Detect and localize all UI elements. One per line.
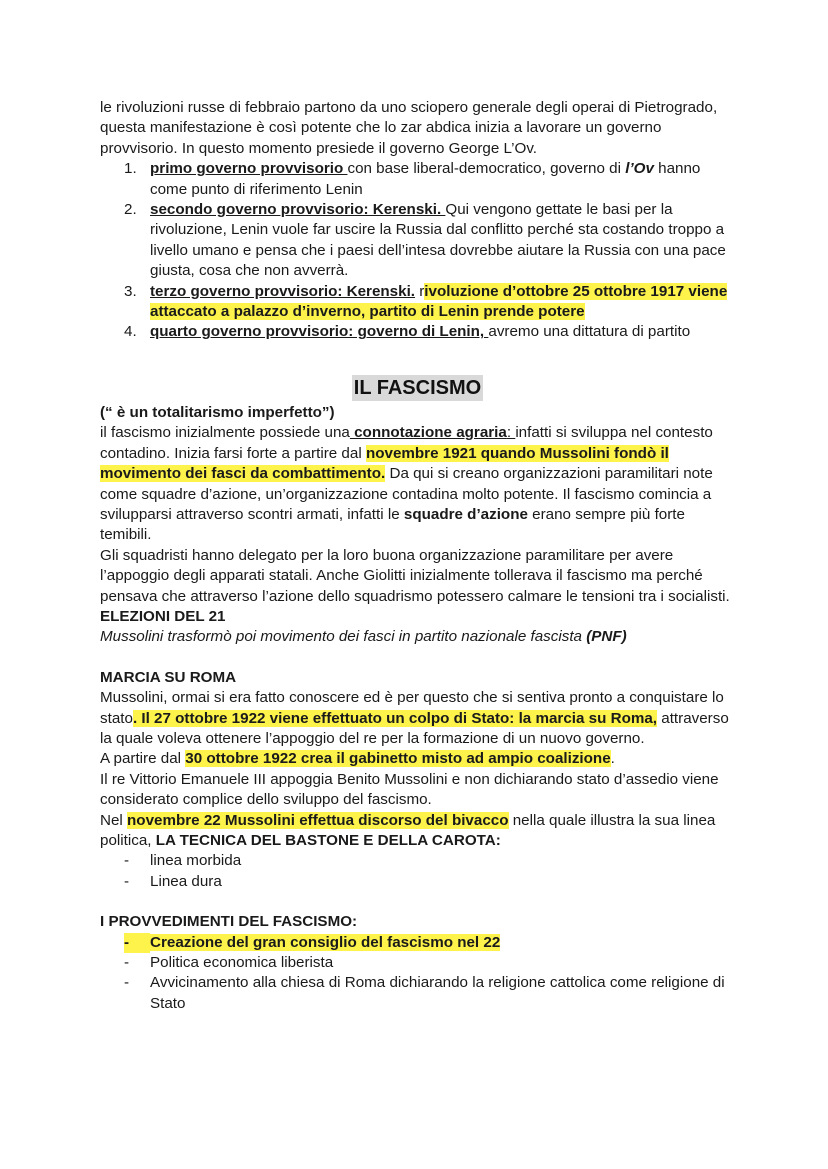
list-item [100, 933, 735, 953]
section-title-wrap [100, 375, 735, 401]
highlighted-text: novembre 1921 quando Mussolini fondò il movimento dei fasci da combattimento. [100, 444, 669, 483]
subtitle [100, 403, 735, 423]
dash-bullet: - [124, 852, 130, 870]
list-item-text: Linea dura [150, 872, 222, 890]
text-run: il fascismo inizialmente possiede una [100, 424, 350, 442]
highlighted-text: . Il 27 ottobre 1922 viene effettuato un colpo di Stato: la marcia su Roma, [132, 709, 658, 727]
highlighted-text: 30 ottobre 1922 crea il gabinetto misto ad ampio coalizione [185, 750, 611, 768]
list-item [100, 282, 735, 323]
list-item-text: Politica economica liberista [150, 954, 334, 972]
intro-paragraph: le rivoluzioni russe di febbraio partono da uno sciopero generale degli operai di Pietrogrado, questa manifestazione è così potente che lo zar abdica inizia a lavorare un governo provvisorio. In questo momento presiede il governo George L’Ov. [100, 99, 718, 157]
bold-underlined-text: connotazione agraria [349, 424, 507, 442]
list-item [100, 200, 735, 282]
text-run: Mussolini, ormai si era fatto conoscere ed è per questo che si sentiva pronto a conquistare lo stato [100, 689, 724, 727]
item-text: hanno come punto di riferimento Lenin [150, 160, 701, 198]
list-number: 2. [124, 201, 137, 219]
tecnica-list [100, 851, 735, 892]
dash-bullet: - [124, 954, 130, 972]
list-item [100, 872, 735, 892]
list-number: 1. [124, 160, 137, 178]
text-run: Da qui si creano organizzazioni paramilitari note come squadre d’azione, un’organizzazione contadina molto potente. Il fascismo comincia a svilupparsi attraverso scontri armati, infatti le [100, 465, 713, 523]
list-item-text: Avvicinamento alla chiesa di Roma dichiarando la religione cattolica come religione di Stato [150, 974, 725, 1012]
elezioni-heading [100, 607, 735, 627]
list-item [100, 159, 735, 200]
item-heading: primo governo provvisorio [150, 160, 348, 178]
list-item-text: linea morbida [150, 852, 242, 870]
list-number: 3. [124, 282, 137, 300]
text-run: A partire dal [100, 750, 186, 768]
spacer [100, 892, 735, 912]
governi-list [100, 159, 735, 343]
text-run: : [506, 424, 516, 442]
fascismo-paragraph-2: Gli squadristi hanno delegato per la loro buona organizzazione paramilitare per avere l’appoggio degli apparati statali. Anche Giolitti inizialmente tollerava il fascismo ma perché pensava che attraverso l’azione dello squadrismo potessero calmare le tensioni tra i socialisti. [100, 546, 730, 605]
text-run: Nel [100, 811, 128, 829]
text-run: attraverso la quale voleva ottenere l’appoggio del re per la formazione di un nuovo governo. [100, 709, 729, 747]
item-emphasis: l’Ov [625, 160, 654, 178]
bold-text: LA TECNICA DEL BASTONE E DELLA CAROTA: [155, 832, 501, 849]
marcia-paragraph-1 [100, 688, 735, 749]
highlighted-text: Creazione del gran consiglio del fascismo nel 22 [150, 933, 501, 951]
marcia-paragraph-3: Il re Vittorio Emanuele III appoggia Benito Mussolini e non dichiarando stato d’assedio viene considerato complice dello sviluppo del fascismo. [100, 770, 719, 809]
item-text: avremo una dittatura di partito [488, 323, 691, 341]
provvedimenti-heading [100, 912, 735, 932]
list-item [100, 851, 735, 871]
text-run: erano sempre più forte temibili. [100, 505, 685, 544]
text-run: nella quale illustra la sua linea politica, [100, 811, 716, 849]
italic-text: Mussolini trasformò poi movimento dei fasci in partito nazionale fascista [100, 628, 587, 646]
heading-text: MARCIA SU ROMA [100, 668, 237, 686]
item-text: Qui vengono gettate le basi per la rivoluzione, Lenin vuole far uscire la Russia dal conflitto perché sta costando troppo a livello umano e pensa che i paesi dell’intesa dovrebbe aiutare la Russia con una pace giusta, cosa che non avverrà. [150, 201, 726, 280]
subtitle-text: (“ è un totalitarismo imperfetto”) [100, 403, 335, 421]
item-text: r [415, 282, 425, 300]
dash-bullet: - [124, 872, 130, 890]
list-item [100, 953, 735, 973]
elezioni-paragraph [100, 627, 735, 647]
item-heading: secondo governo provvisorio: Kerenski. [150, 201, 446, 219]
highlighted-text: ivoluzione d’ottobre 25 ottobre 1917 viene attaccato a palazzo d’inverno, partito di Lenin prende potere [150, 282, 728, 321]
item-text: con base liberal-democratico, governo di [347, 160, 626, 178]
list-number: 4. [124, 323, 137, 341]
heading-text: ELEZIONI DEL 21 [100, 607, 226, 625]
provvedimenti-list [100, 933, 735, 1015]
list-item [100, 973, 735, 1014]
section-title: IL FASCISMO [353, 376, 482, 399]
bold-italic-text: (PNF) [586, 628, 627, 646]
heading-text: I PROVVEDIMENTI DEL FASCISMO: [100, 913, 358, 931]
fascismo-paragraph-1 [100, 423, 735, 545]
dash-bullet: - [124, 974, 130, 992]
text-run: . [610, 750, 615, 768]
marcia-heading [100, 668, 735, 688]
spacer [100, 648, 735, 668]
dash-bullet: - [124, 933, 150, 953]
highlighted-text: novembre 22 Mussolini effettua discorso del bivacco [127, 811, 509, 829]
list-item [100, 322, 735, 342]
marcia-paragraph-4 [100, 811, 735, 852]
text-run: infatti si sviluppa nel contesto contadino. Inizia farsi forte a partire dal [100, 424, 713, 462]
bold-text: squadre d’azione [403, 505, 528, 523]
document-body [100, 98, 735, 1014]
item-heading: terzo governo provvisorio: Kerenski. [150, 282, 416, 300]
marcia-paragraph-2 [100, 749, 735, 769]
item-heading: quarto governo provvisorio: governo di Lenin, [150, 323, 489, 341]
